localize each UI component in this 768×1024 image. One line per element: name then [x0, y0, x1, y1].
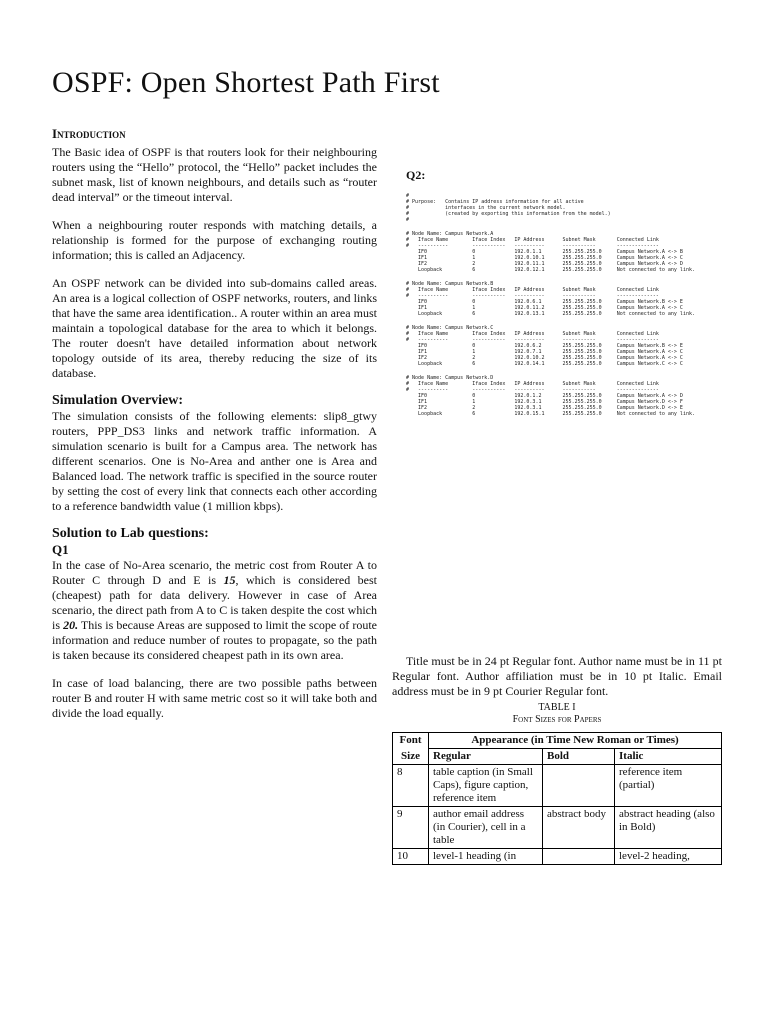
terminal-header-line: # [406, 193, 410, 199]
terminal-line: IF2 2 192.0.11.1 255.255.255.0 Campus Network.A <-> D [406, 261, 683, 267]
intro-paragraph-2: When a neighbouring router responds with matching details, a relationship is formed for the purpose of exchanging routing information; this is called an Adjacency. [52, 218, 377, 262]
terminal-line: IF1 1 192.0.10.1 255.255.255.0 Campus Network.A <-> C [406, 255, 683, 261]
terminal-line: # Node Name: Campus Network.B [406, 281, 494, 287]
header-bold: Bold [543, 749, 615, 765]
terminal-line: IF2 2 192.0.3.1 255.255.255.0 Campus Network.D <-> E [406, 405, 683, 411]
table-row [393, 849, 722, 865]
terminal-line: Loopback 6 192.0.13.1 255.255.255.0 Not connected to any link. [406, 311, 695, 317]
font-sizes-table [392, 732, 722, 865]
q1-cost-15: 15 [223, 573, 236, 587]
ip-address-listing [406, 193, 714, 417]
table-row [393, 765, 722, 807]
terminal-line: IF0 0 192.0.6.1 255.255.255.0 Campus Network.B <-> E [406, 299, 683, 305]
table-row [393, 807, 722, 849]
terminal-line: IF0 0 192.0.1.2 255.255.255.0 Campus Network.A <-> D [406, 393, 683, 399]
cell-size: 10 [393, 849, 429, 865]
table-header-row-1 [393, 733, 722, 749]
header-font: Font [393, 733, 429, 749]
terminal-line: # ---------- ----------- ---------- ----------- -------------- [406, 387, 659, 393]
terminal-line: # Node Name: Campus Network.A [406, 231, 494, 237]
simulation-overview-heading: Simulation Overview: [52, 393, 184, 408]
cell-bold: abstract body [543, 807, 615, 849]
terminal-line: Loopback 6 192.0.12.1 255.255.255.0 Not connected to any link. [406, 267, 695, 273]
cell-bold [543, 849, 615, 865]
terminal-header-line: # interfaces in the current network model. [406, 205, 566, 211]
terminal-header-line: # (created by exporting this information from the model.) [406, 211, 611, 217]
q1-text-a: In the case of No-Area scenario, the metric cost from Router A to Router C through D and E is [52, 558, 377, 587]
cell-italic: reference item (partial) [615, 765, 722, 807]
terminal-line: IF2 2 192.0.10.2 255.255.255.0 Campus Network.A <-> C [406, 355, 683, 361]
terminal-line: IF1 1 192.0.11.2 255.255.255.0 Campus Network.A <-> C [406, 305, 683, 311]
cell-italic: level-2 heading, [615, 849, 722, 865]
terminal-line: Loopback 6 192.0.15.1 255.255.255.0 Not connected to any link. [406, 411, 695, 417]
formatting-note: Title must be in 24 pt Regular font. Author name must be in 11 pt Regular font. Author affiliation must be in 10 pt Italic. Email address must be in 9 pt Courier Regular font. [392, 654, 722, 698]
header-size: Size [393, 749, 429, 765]
terminal-line: IF0 0 192.0.6.2 255.255.255.0 Campus Network.B <-> E [406, 343, 683, 349]
q1-paragraph-2: In case of load balancing, there are two possible paths between router B and router H with same metric cost so it will take both and divide the load equally. [52, 676, 377, 720]
terminal-header-line: # [406, 217, 410, 223]
terminal-line: IF1 1 192.0.7.1 255.255.255.0 Campus Network.A <-> C [406, 349, 683, 355]
q1-text-e: This is because Areas are supposed to limit the scope of route information and reduce number of routes to propagate, so the path is taken because its considered cheapest path in its own area. [52, 618, 377, 662]
intro-paragraph-1: The Basic idea of OSPF is that routers look for their neighbouring routers using the “Hello” protocol, the “Hello” packet includes the subnet mask, list of known neighbours, and details such as “router dead interval” or the timeout interval. [52, 145, 377, 204]
terminal-line: # Iface Name Iface Index IP Address Subnet Mask Connected Link [406, 237, 659, 243]
simulation-paragraph: The simulation consists of the following elements: slip8_gtwy routers, PPP_DS3 links and network traffic information. A simulation scenario is built for a Campus area. The network has different scenarios. One is No-Area and anther one is Area and Balanced load. The network traffic is specified in the source router by setting the cost of every link that connects each other according to a reference bandwidth value (1 million kbps). [52, 409, 377, 513]
q2-label: Q2: [406, 168, 426, 182]
q1-text-c: , which is considered best (cheapest) path for data delivery. However in case of Area scenario, the direct path from A to C is taken despite the cost which is [52, 573, 377, 632]
cell-regular: table caption (in Small Caps), figure caption, reference item [429, 765, 543, 807]
intro-paragraph-3: An OSPF network can be divided into sub-domains called areas. An area is a logical collection of OSPF networks, routers, and links that have the same area identification.. A router within an area must maintain a topological database for the area to which it belongs. The router doesn't have detailed information about network topology outside of its area, thereby reducing the size of its database. [52, 276, 377, 380]
terminal-line: # Iface Name Iface Index IP Address Subnet Mask Connected Link [406, 381, 659, 387]
terminal-line: IF1 1 192.0.3.1 255.255.255.0 Campus Network.D <-> F [406, 399, 683, 405]
table-title: Font Sizes for Papers [512, 714, 602, 725]
terminal-line: # ---------- ----------- ---------- ----------- -------------- [406, 293, 659, 299]
terminal-line: # Node Name: Campus Network.D [406, 375, 494, 381]
terminal-line: IF0 0 192.0.1.1 255.255.255.0 Campus Network.A <-> B [406, 249, 683, 255]
header-regular: Regular [429, 749, 543, 765]
cell-size: 8 [393, 765, 429, 807]
introduction-heading: Introduction [52, 126, 126, 141]
solution-heading: Solution to Lab questions: [52, 526, 209, 541]
header-appearance: Appearance (in Time New Roman or Times) [429, 733, 722, 749]
cell-bold [543, 765, 615, 807]
q1-label: Q1 [52, 542, 69, 557]
page-title: OSPF: Open Shortest Path First [52, 66, 440, 99]
terminal-line: # ---------- ----------- ---------- ----------- -------------- [406, 243, 659, 249]
terminal-header-line: # Purpose: Contains IP address information for all active [406, 199, 584, 205]
table-caption [392, 702, 722, 726]
q1-paragraph-1 [52, 558, 377, 663]
table-header-row-2 [393, 749, 722, 765]
right-column [392, 168, 722, 417]
terminal-line: Loopback 6 192.0.14.1 255.255.255.0 Campus Network.C <-> C [406, 361, 683, 367]
header-italic: Italic [615, 749, 722, 765]
terminal-line: # ---------- ----------- ---------- ----------- -------------- [406, 337, 659, 343]
cell-italic: abstract heading (also in Bold) [615, 807, 722, 849]
table-number: TABLE I [538, 702, 576, 713]
q1-cost-20: 20. [63, 618, 79, 632]
cell-size: 9 [393, 807, 429, 849]
terminal-line: # Iface Name Iface Index IP Address Subnet Mask Connected Link [406, 287, 659, 293]
left-column [52, 126, 377, 721]
cell-regular: level-1 heading (in [429, 849, 543, 865]
cell-regular: author email address (in Courier), cell in a table [429, 807, 543, 849]
terminal-line: # Node Name: Campus Network.C [406, 325, 494, 331]
terminal-line: # Iface Name Iface Index IP Address Subnet Mask Connected Link [406, 331, 659, 337]
